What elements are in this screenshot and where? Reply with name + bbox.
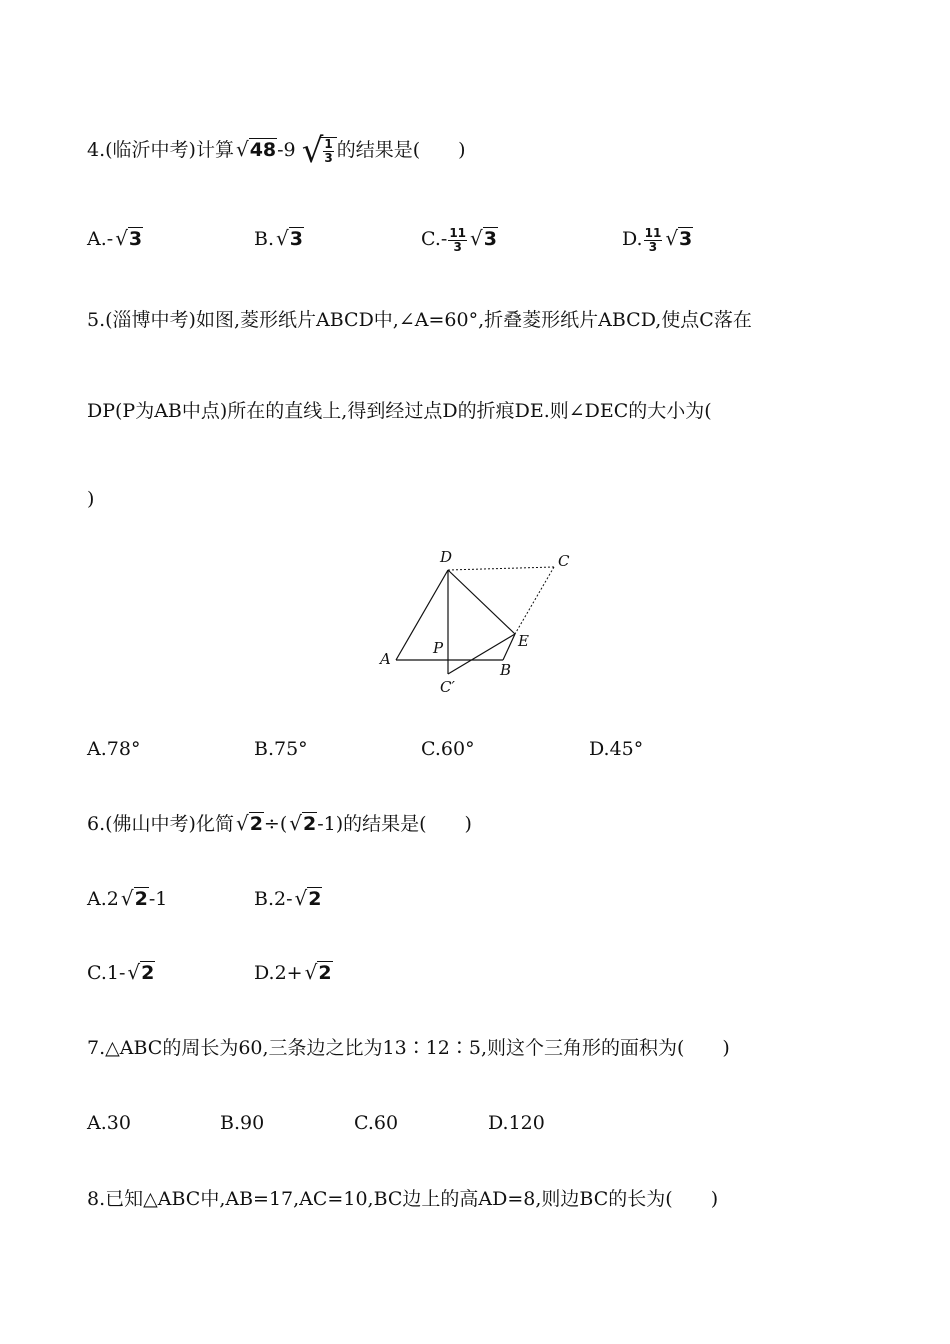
label-d: D [440,548,453,566]
label-p: P [433,639,444,657]
question-4-stem: 4.(临沂中考)计算 √48-9 √ $\frac{1}{3}$ 的结果是( ) [87,131,466,171]
q6-option-c[interactable]: C.1- √2 [87,960,155,984]
q6-option-d[interactable]: D.2+ √2 [254,960,332,984]
q7-option-b[interactable]: B.90 [220,1112,265,1134]
q5-option-a[interactable]: A.78° [87,738,141,760]
question-5-line-2: DP(P为AB中点)所在的直线上,得到经过点D的折痕DE.则∠DEC的大小为( [87,400,712,422]
q4-option-d[interactable]: D. $\frac{11}{3}$ √3 [622,225,693,254]
q5-option-c[interactable]: C.60° [421,738,475,760]
segment-dc [448,567,554,570]
label-b: B [500,661,512,679]
q4-option-b[interactable]: B. √3 [254,226,303,250]
q6-option-b[interactable]: B.2- √2 [254,886,322,910]
question-8-stem: 8.已知△ABC中,AB=17,AC=10,BC边上的高AD=8,则边BC的长为( ) [87,1188,719,1210]
q7-option-c[interactable]: C.60 [354,1112,399,1134]
q6-option-a[interactable]: A.2 √2-1 [87,886,168,910]
q7-option-d[interactable]: D.120 [488,1112,545,1134]
sqrt-one-third: √ $\frac{1}{3}$ [302,134,337,168]
question-5-line-1: 5.(淄博中考)如图,菱形纸片ABCD中,∠A=60°,折叠菱形纸片ABCD,使点C落在 [87,309,752,331]
q7-option-a[interactable]: A.30 [87,1112,131,1134]
segment-de [448,570,515,634]
segment-ce [515,567,554,634]
question-5-line-3: ) [87,488,95,510]
label-c: C [558,552,570,570]
rhombus-fold-figure [370,540,580,700]
q5-option-b[interactable]: B.75° [254,738,308,760]
sqrt-2-b: √2 [289,811,317,835]
sqrt-48: √48 [235,137,277,161]
q5-option-d[interactable]: D.45° [589,738,644,760]
q4-option-a[interactable]: A.- √3 [87,226,143,250]
question-7-stem: 7.△ABC的周长为60,三条边之比为13∶12∶5,则这个三角形的面积为( ) [87,1037,730,1059]
q4-option-c[interactable]: C.- $\frac{11}{3}$ √3 [421,225,497,254]
label-c-prime: C′ [440,678,455,696]
question-6-stem: 6.(佛山中考)化简 √2÷( √2-1)的结果是( ) [87,811,472,835]
label-e: E [518,632,529,650]
label-a: A [380,650,391,668]
sqrt-2-a: √2 [235,811,263,835]
